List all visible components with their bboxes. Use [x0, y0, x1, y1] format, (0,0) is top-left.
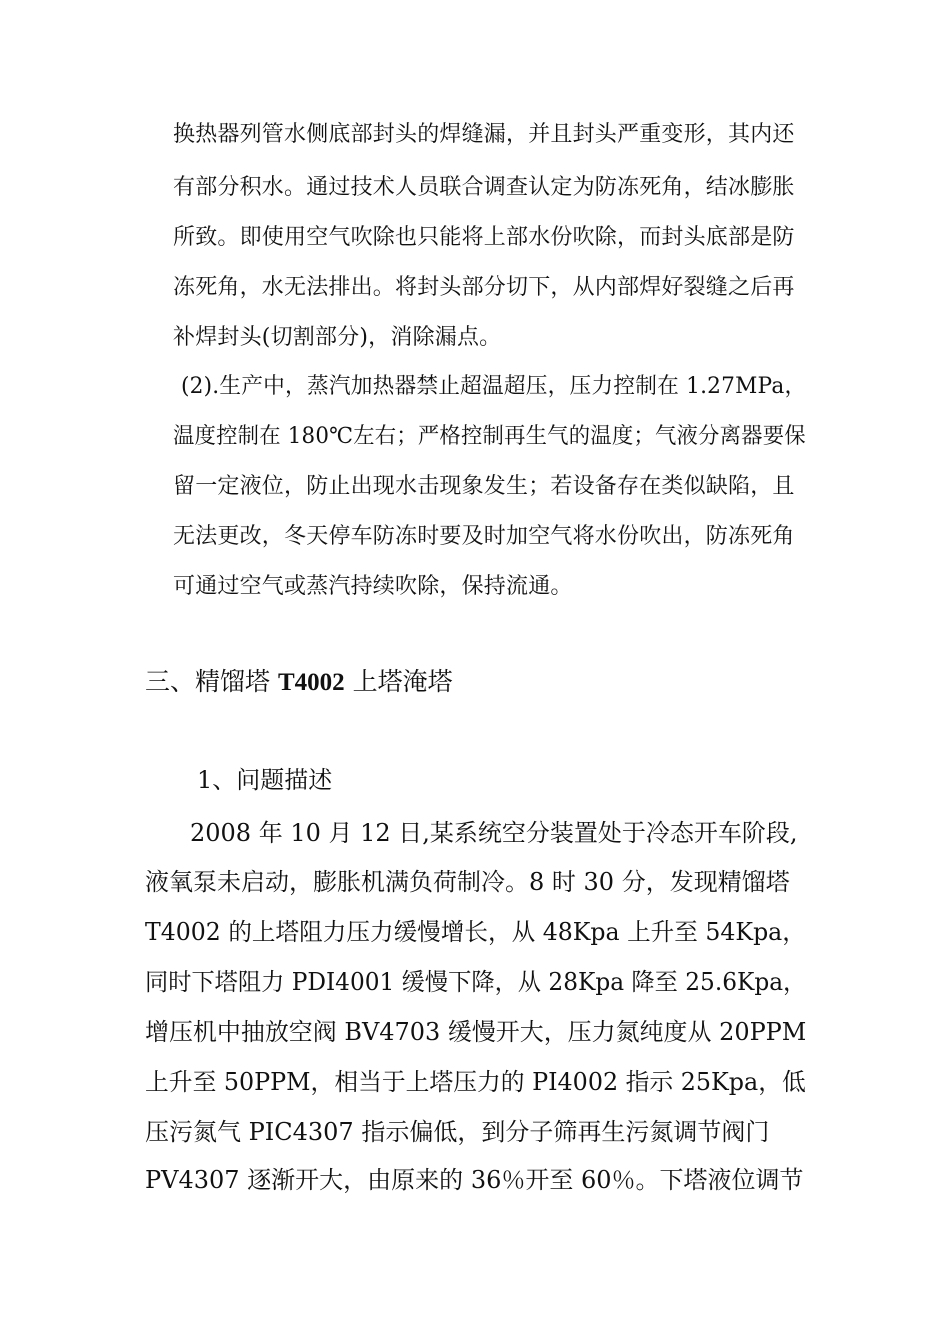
paragraph-line: T4002 的上塔阻力压力缓慢增长，从 48Kpa 上升至 54Kpa，: [145, 918, 806, 946]
paragraph-line: 温度控制在 180℃左右；严格控制再生气的温度；气液分离器要保: [173, 424, 806, 449]
paragraph-line: 可通过空气或蒸汽持续吹除，保持流通。: [173, 574, 573, 599]
heading-prefix: 三、精馏塔: [145, 667, 278, 696]
paragraph-line: 补焊封头(切割部分)，消除漏点。: [173, 325, 502, 350]
subsection-title: 1、问题描述: [197, 766, 333, 794]
paragraph-line: 增压机中抽放空阀 BV4703 缓慢开大，压力氮纯度从 20PPM: [145, 1018, 807, 1046]
paragraph-line: PV4307 逐渐开大，由原来的 36％开至 60％。下塔液位调节: [145, 1166, 804, 1194]
paragraph-line: 无法更改，冬天停车防冻时要及时加空气将水份吹出，防冻死角: [173, 524, 795, 549]
paragraph-line: 有部分积水。通过技术人员联合调查认定为防冻死角，结冰膨胀: [173, 175, 795, 200]
paragraph-line: 冻死角，水无法排出。将封头部分切下，从内部焊好裂缝之后再: [173, 275, 795, 300]
section-heading: [145, 669, 453, 695]
paragraph-line: (2).生产中，蒸汽加热器禁止超温超压，压力控制在 1.27MPa，: [181, 374, 807, 399]
heading-code: T4002: [277, 669, 345, 696]
paragraph-line: 留一定液位，防止出现水击现象发生；若设备存在类似缺陷，且: [173, 474, 795, 499]
paragraph-line: 换热器列管水侧底部封头的焊缝漏，并且封头严重变形，其内还: [173, 122, 795, 147]
paragraph-line: 同时下塔阻力 PDI4001 缓慢下降，从 28Kpa 降至 25.6Kpa，: [145, 968, 807, 996]
paragraph-line: 2008 年 10 月 12 日,某系统空分装置处于冷态开车阶段,: [190, 819, 798, 847]
heading-suffix: 上塔淹塔: [344, 667, 453, 696]
paragraph-line: 压污氮气 PIC4307 指示偏低，到分子筛再生污氮调节阀门: [145, 1118, 770, 1146]
paragraph-line: 上升至 50PPM，相当于上塔压力的 PI4002 指示 25Kpa，低: [145, 1068, 806, 1096]
paragraph-line: 所致。即使用空气吹除也只能将上部水份吹除，而封头底部是防: [173, 225, 795, 250]
paragraph-line: 液氧泵未启动，膨胀机满负荷制冷。8 时 30 分，发现精馏塔: [145, 868, 790, 896]
